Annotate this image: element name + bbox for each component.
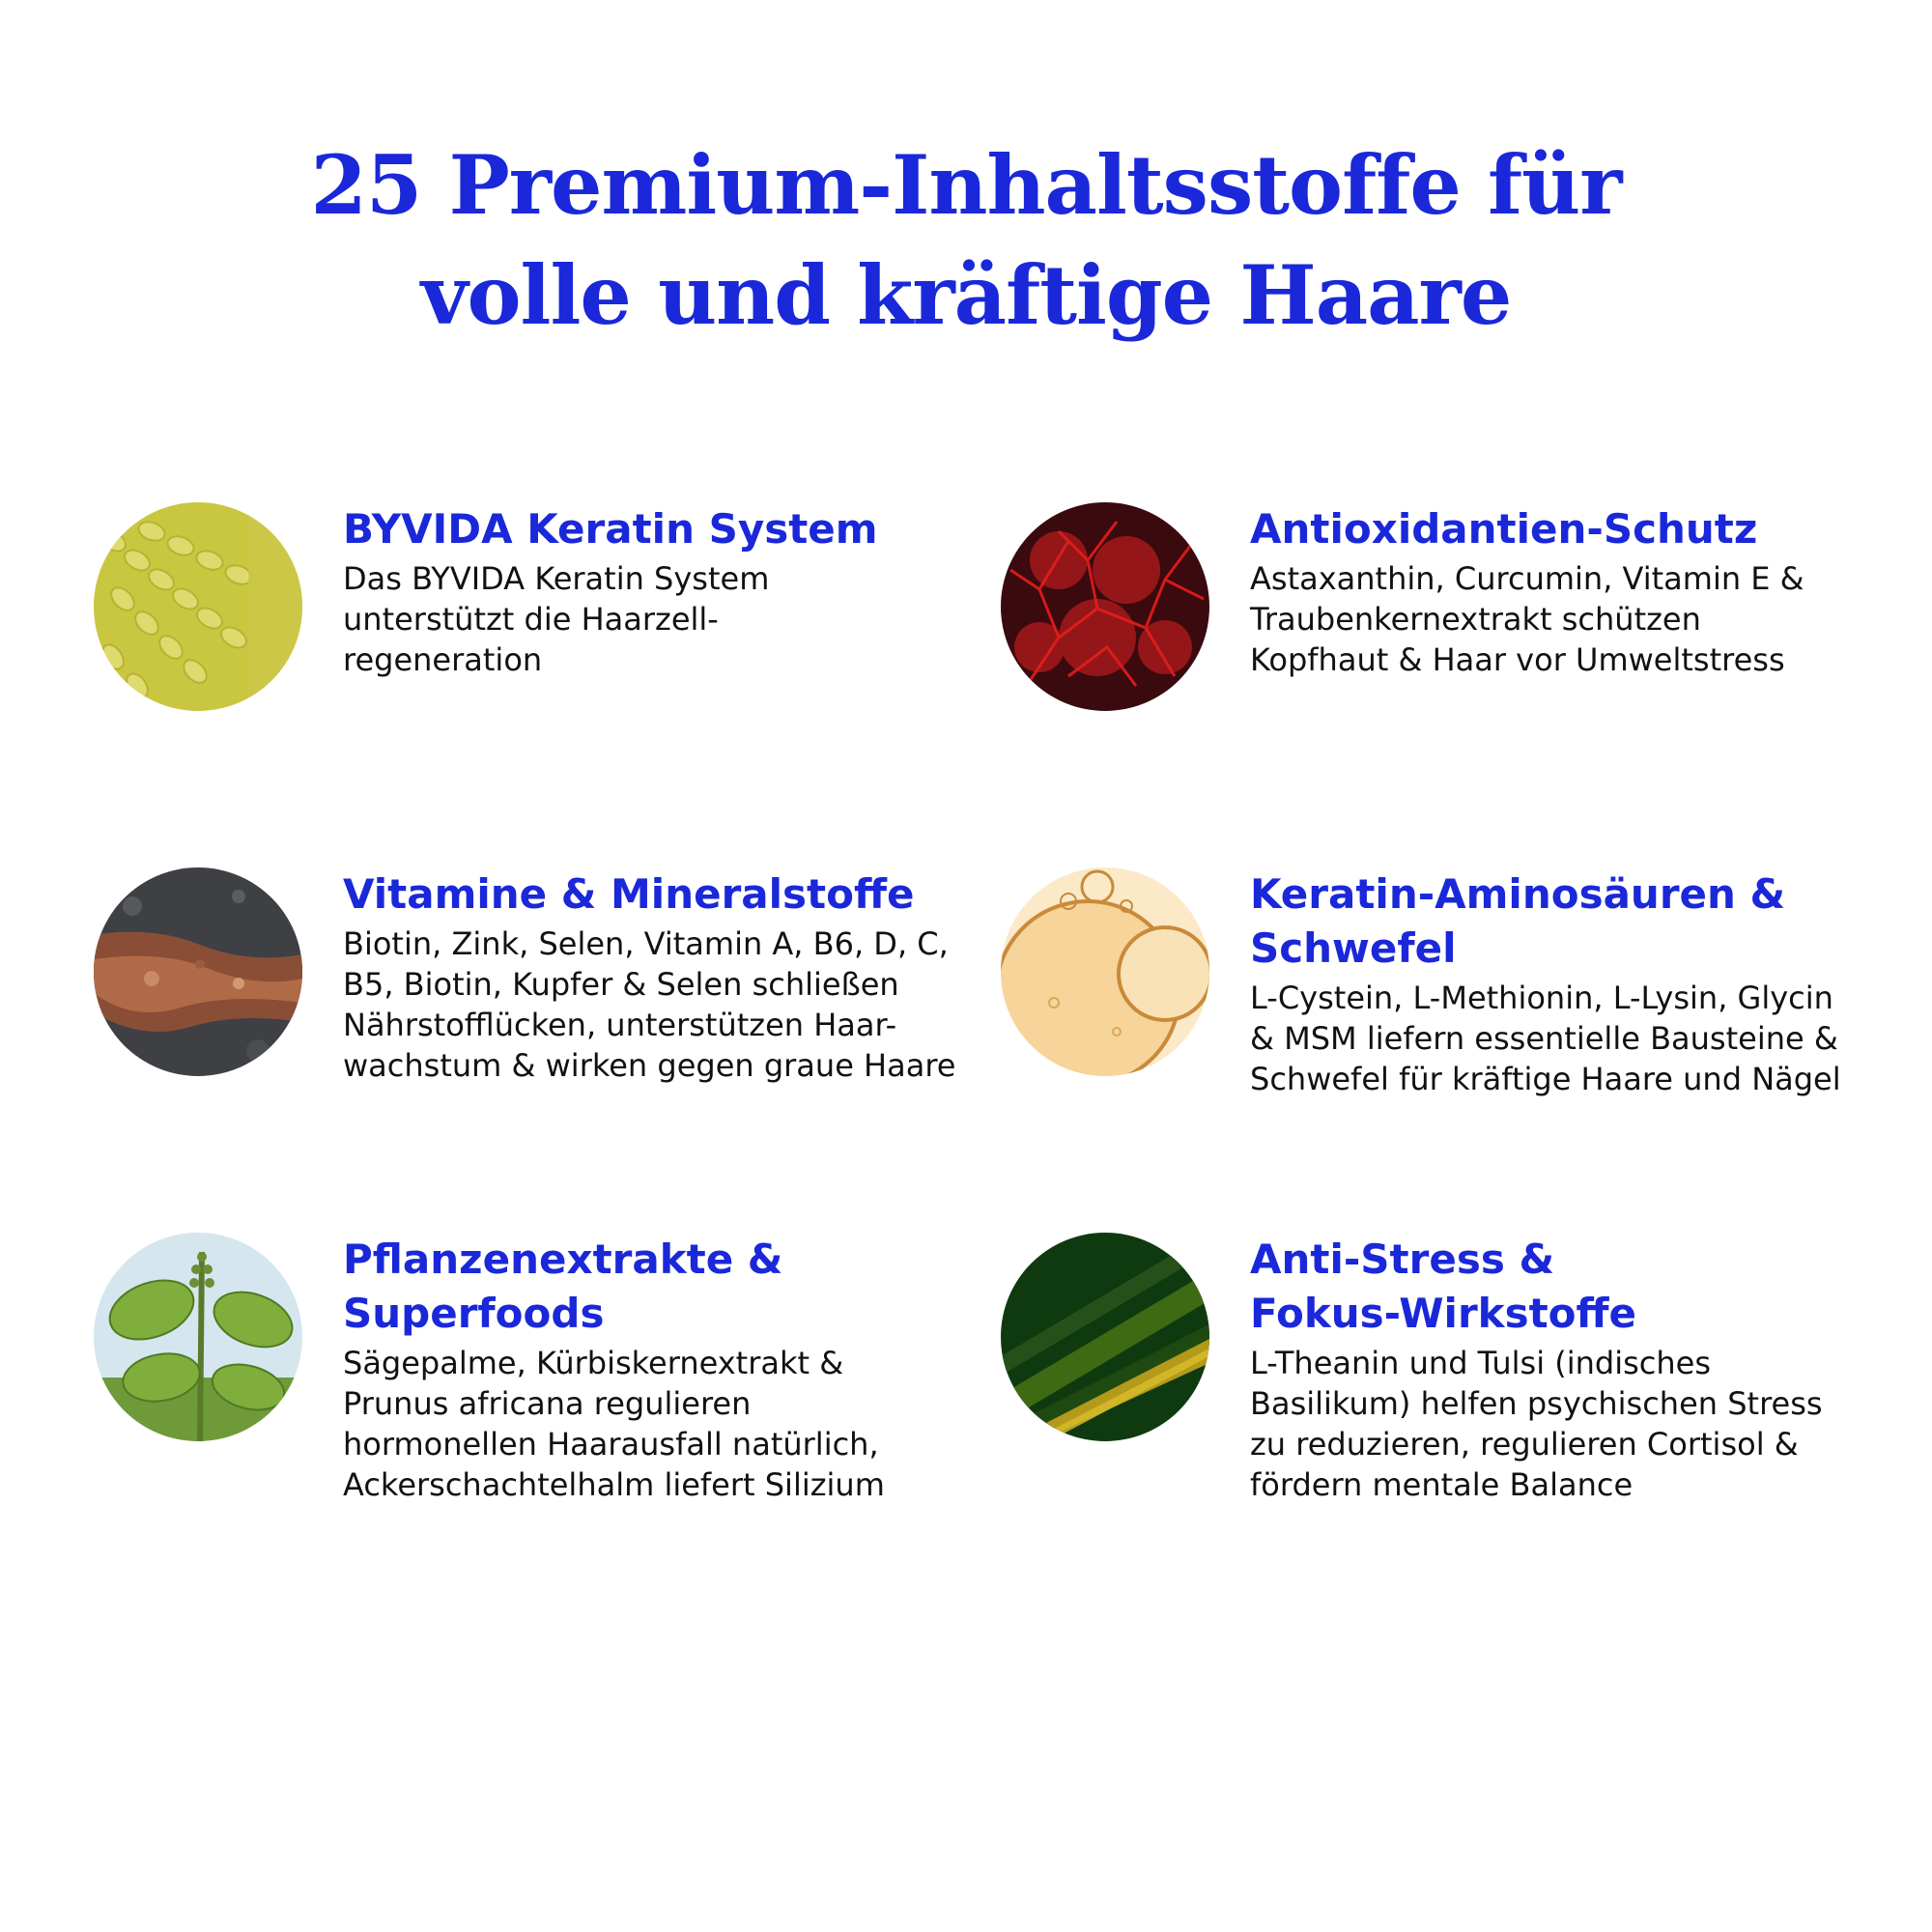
- ingredient-title-line: Fokus-Wirkstoffe: [1250, 1290, 1637, 1337]
- ingredient-description-line: Das BYVIDA Keratin System: [343, 560, 770, 597]
- ingredient-description-line: wachstum & wirken gegen graue Haare: [343, 1047, 956, 1084]
- ingredient-text: [1250, 867, 1917, 1099]
- ingredient-description-line: & MSM liefern essentielle Bausteine &: [1250, 1020, 1838, 1057]
- ingredient-description-line: L-Theanin und Tulsi (indisches: [1250, 1345, 1712, 1381]
- ingredient-description: [1250, 1343, 1917, 1505]
- ingredient-description: [343, 1343, 1009, 1505]
- ingredient-text: [343, 1233, 1009, 1505]
- ingredient-title: [1250, 502, 1917, 556]
- yellow-millet-image: [94, 502, 302, 711]
- page-title-line-2: volle und kräftige Haare: [420, 247, 1512, 343]
- ingredient-title-line: Anti-Stress &: [1250, 1236, 1555, 1283]
- ingredient-description-line: L-Cystein, L-Methionin, L-Lysin, Glycin: [1250, 980, 1833, 1016]
- ingredient-text: [1250, 1233, 1917, 1505]
- ingredient-description: [1250, 558, 1917, 680]
- green-plant-image: [94, 1233, 302, 1441]
- ingredient-description: [1250, 978, 1917, 1099]
- page-title-line-1: 25 Premium-Inhaltsstoffe für: [310, 137, 1622, 233]
- ingredient-title-line: Superfoods: [343, 1290, 605, 1337]
- ingredient-description-line: zu reduzieren, regulieren Cortisol &: [1250, 1426, 1799, 1463]
- ingredient-description-line: Kopfhaut & Haar vor Umweltstress: [1250, 641, 1785, 678]
- ingredient-description-line: hormonellen Haarausfall natürlich,: [343, 1426, 879, 1463]
- ingredient-card-vitamins-minerals: [94, 867, 1011, 1186]
- ingredient-description-line: Sägepalme, Kürbiskernextrakt &: [343, 1345, 844, 1381]
- ingredient-card-amino-acids: [1001, 867, 1918, 1186]
- ingredient-title-line: Schwefel: [1250, 924, 1457, 972]
- mineral-stone-image: [94, 867, 302, 1076]
- ingredient-description-line: B5, Biotin, Kupfer & Selen schließen: [343, 966, 899, 1003]
- ingredient-description-line: Biotin, Zink, Selen, Vitamin A, B6, D, C,: [343, 925, 949, 962]
- ingredient-card-antioxidants: [1001, 502, 1918, 821]
- ingredient-title-line: Pflanzenextrakte &: [343, 1236, 783, 1283]
- ingredient-card-anti-stress: [1001, 1233, 1918, 1551]
- ingredient-description-line: Traubenkernextrakt schützen: [1250, 601, 1701, 638]
- ingredient-description-line: Schwefel für kräftige Haare und Nägel: [1250, 1061, 1841, 1097]
- ingredient-title: [343, 867, 1009, 922]
- ingredient-description: [343, 558, 1009, 680]
- red-algae-image: [1001, 502, 1209, 711]
- ingredient-title-line: BYVIDA Keratin System: [343, 505, 878, 553]
- ingredient-title-line: Vitamine & Mineralstoffe: [343, 870, 915, 918]
- page-title: [0, 130, 1932, 351]
- ingredient-title: [343, 502, 1009, 556]
- golden-oil-bubbles-image: [1001, 867, 1209, 1076]
- ingredient-description-line: Astaxanthin, Curcumin, Vitamin E &: [1250, 560, 1804, 597]
- ingredient-text: [343, 502, 1009, 680]
- ingredient-card-plant-extracts: [94, 1233, 1011, 1551]
- ingredient-description-line: Ackerschachtelhalm liefert Silizium: [343, 1466, 885, 1503]
- ingredient-description-line: Nährstofflücken, unterstützen Haar-: [343, 1007, 897, 1043]
- ingredient-description: [343, 923, 1009, 1086]
- ingredient-description-line: regeneration: [343, 641, 543, 678]
- ingredient-description-line: unterstützt die Haarzell-: [343, 601, 719, 638]
- ingredient-text: [1250, 502, 1917, 680]
- ingredient-title: [1250, 867, 1917, 976]
- ingredient-description-line: Prunus africana regulieren: [343, 1385, 752, 1422]
- ingredient-title: [1250, 1233, 1917, 1341]
- ingredient-description-line: Basilikum) helfen psychischen Stress: [1250, 1385, 1823, 1422]
- ingredient-title: [343, 1233, 1009, 1341]
- ingredient-card-keratin-system: [94, 502, 1011, 821]
- ingredient-title-line: Keratin-Aminosäuren &: [1250, 870, 1786, 918]
- ingredient-title-line: Antioxidantien-Schutz: [1250, 505, 1758, 553]
- ingredient-description-line: fördern mentale Balance: [1250, 1466, 1634, 1503]
- ingredient-text: [343, 867, 1009, 1086]
- green-leaf-image: [1001, 1233, 1209, 1441]
